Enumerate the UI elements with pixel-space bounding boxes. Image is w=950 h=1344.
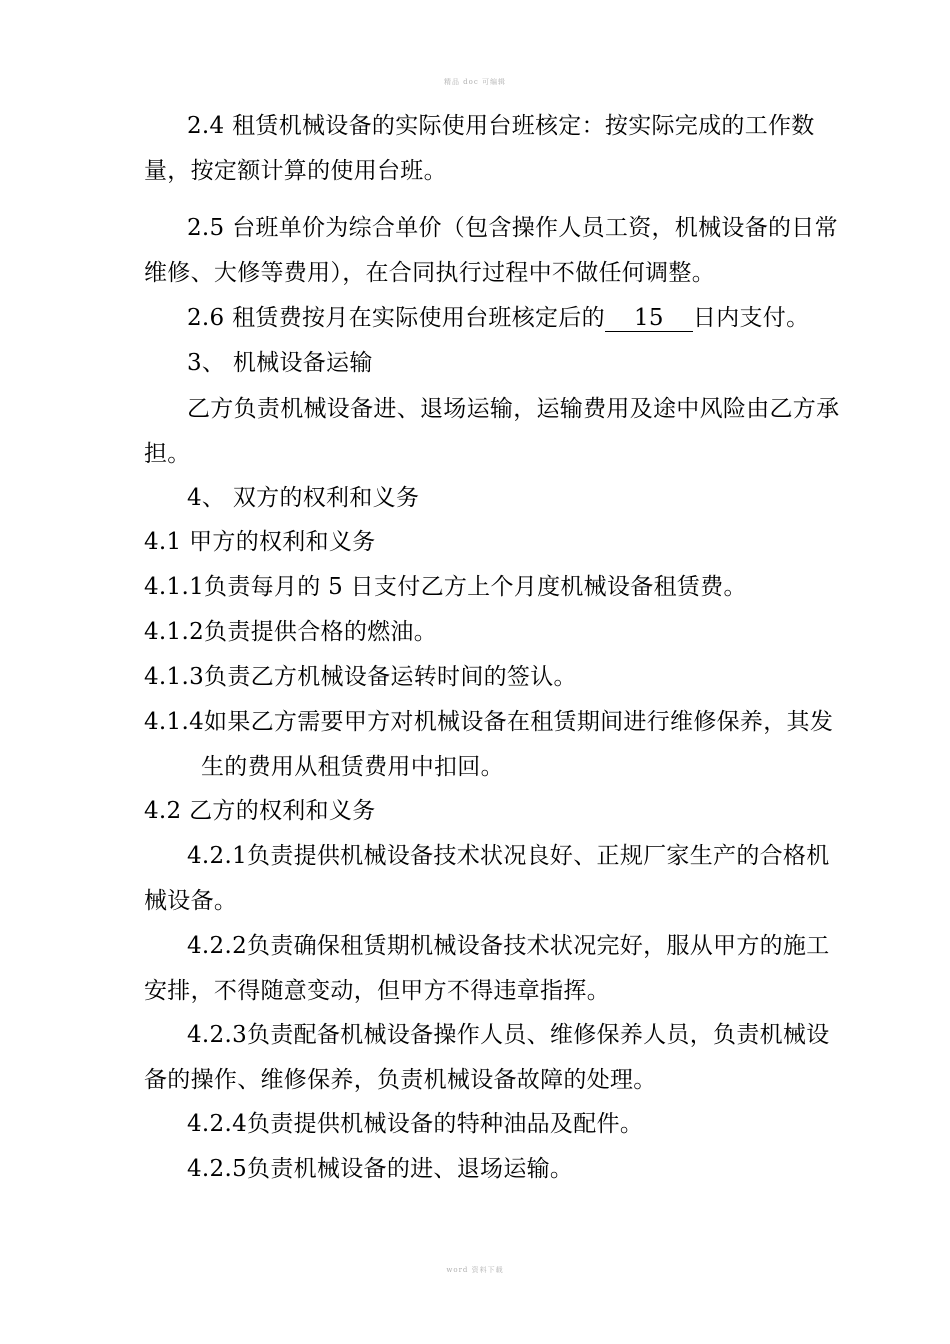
page-header: 精品 doc 可编辑: [443, 78, 507, 86]
clause-4-2-1-line2: 械设备。: [144, 888, 238, 914]
clause-4-2-2-line2: 安排，不得随意变动，但甲方不得违章指挥。: [144, 978, 610, 1004]
section-3-line1: 乙方负责机械设备进、退场运输，运输费用及途中风险由乙方承: [187, 396, 840, 422]
clause-4-1-4-line2: 生的费用从租赁费用中扣回。: [201, 754, 504, 780]
clause-4-2-3-line1: 4.2.3负责配备机械设备操作人员、维修保养人员，负责机械设: [187, 1022, 830, 1048]
clause-2-6: [187, 303, 809, 333]
clause-4-1-2: 4.1.2负责提供合格的燃油。: [144, 619, 438, 645]
payment-days-blank: 15: [605, 305, 693, 332]
clause-4-1-3: 4.1.3负责乙方机械设备运转时间的签认。: [144, 664, 577, 690]
page-footer: word 资料下载: [446, 1266, 504, 1274]
clause-4-2-4: 4.2.4负责提供机械设备的特种油品及配件。: [187, 1111, 644, 1137]
clause-2-4-line2: 量，按定额计算的使用台班。: [144, 158, 447, 184]
clause-2-5-line1: 2.5 台班单价为综合单价（包含操作人员工资，机械设备的日常: [187, 215, 838, 241]
clause-4-2-2-line1: 4.2.2负责确保租赁期机械设备技术状况完好，服从甲方的施工: [187, 933, 830, 959]
clause-2-4-line1: 2.4 租赁机械设备的实际使用台班核定：按实际完成的工作数: [187, 113, 815, 139]
section-3-line2: 担。: [144, 441, 191, 467]
clause-2-6-suffix: 日内支付。: [692, 305, 810, 331]
clause-2-5-line2: 维修、大修等费用），在合同执行过程中不做任何调整。: [144, 260, 715, 286]
clause-2-6-prefix: 2.6 租赁费按月在实际使用台班核定后的: [187, 305, 605, 331]
clause-4-1-1: 4.1.1负责每月的 5 日支付乙方上个月度机械设备租赁费。: [144, 574, 747, 600]
section-3-heading: 3、 机械设备运输: [187, 350, 373, 376]
section-4-2-heading: 4.2 乙方的权利和义务: [144, 798, 376, 824]
section-4-1-heading: 4.1 甲方的权利和义务: [144, 529, 376, 555]
clause-4-1-4-line1: 4.1.4如果乙方需要甲方对机械设备在租赁期间进行维修保养，其发: [144, 709, 834, 735]
clause-4-2-5: 4.2.5负责机械设备的进、退场运输。: [187, 1156, 574, 1182]
clause-4-2-1-line1: 4.2.1负责提供机械设备技术状况良好、正规厂家生产的合格机: [187, 843, 830, 869]
section-4-heading: 4、 双方的权利和义务: [187, 485, 420, 511]
clause-4-2-3-line2: 备的操作、维修保养，负责机械设备故障的处理。: [144, 1067, 657, 1093]
